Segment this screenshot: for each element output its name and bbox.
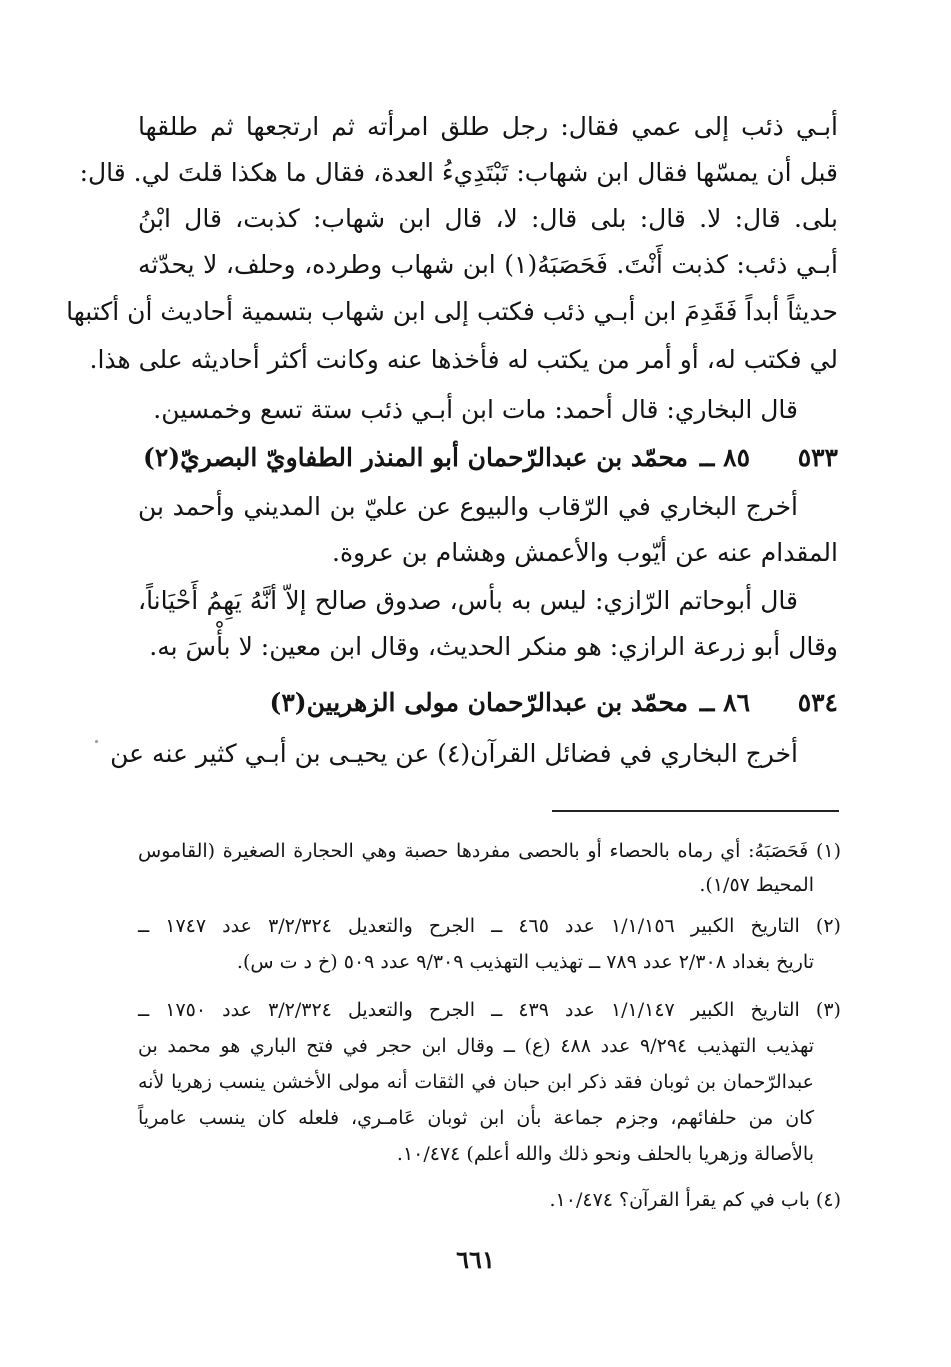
entry-sub-number: ٨٦ ــ — [699, 688, 750, 717]
body-line: أبـي ذئب إلى عمي فقال: رجل طلق امرأته ثم ارتجعها ثم طلقها — [138, 112, 838, 141]
body-line: قال أبوحاتم الرّازي: ليس به بأس، صدوق صالح إلاّ أنَّهُ يَهِمُ أَحْيَاناً، — [138, 586, 798, 615]
body-line: أبـي ذئب: كذبت أَنْتَ. فَحَصَبَهُ(١) ابن شهاب وطرده، وحلف، لا يحدّثه — [138, 250, 838, 279]
body-line: وقال أبو زرعة الرازي: هو منكر الحديث، وقال ابن معين: لا بأْسَ به. — [149, 632, 838, 661]
entry-name: محمّد بن عبدالرّحمان أبو المنذر الطفاويّ البصريّ(٢) — [143, 443, 688, 472]
footnote-line: عبدالرّحمان بن ثوبان فقد ذكر ابن حبان في الثقات أنه مولى الأخشن ينسب زهريا لأنه — [138, 1071, 814, 1093]
footnote-line: (٤) باب في كم يقرأ القرآن؟ ١٠/٤٧٤. — [549, 1189, 841, 1211]
body-line: أخرج البخاري في فضائل القرآن(٤) عن يحيـى بن أبـي كثير عنه عن — [110, 739, 798, 768]
body-line: قبل أن يمسّها فقال ابن شهاب: تَبْتَدِيءُ العدة، فقال ما هكذا قلتَ لي. قال: — [79, 158, 838, 187]
entry-number: ٥٣٤ — [797, 688, 838, 717]
footnote-line: (١) فَحَصَبَهُ: أي رماه بالحصاء أو بالحصى مفردها حصبة وهي الحجارة الصغيرة (القاموس — [138, 840, 841, 862]
speck — [95, 740, 98, 743]
entry-number: ٥٣٣ — [797, 443, 838, 472]
footnote-line: تهذيب التهذيب ٩/٢٩٤ عدد ٤٨٨ (ع) ــ وقال ابن حجر في فتح الباري هو محمد بن — [138, 1035, 814, 1057]
body-line: لي فكتب له، أو أمر من يكتب له فأخذها عنه وكانت أكثر أحاديثه على هذا. — [89, 345, 838, 374]
body-line: أخرج البخاري في الرّقاب والبيوع عن عليّ بن المديني وأحمد بن — [138, 492, 798, 521]
footnote-line: تاريخ بغداد ٢/٣٠٨ عدد ٧٨٩ ــ تهذيب التهذيب ٩/٣٠٩ عدد ٥٠٩ (خ د ت س). — [236, 951, 814, 973]
footnote-line: كان من حلفائهم، وجزم جماعة بأن ابن ثوبان عَامـري، فلعله كان ينسب عامرياً — [138, 1107, 814, 1129]
body-line: حديثاً أبداً فَقَدِمَ ابن أبـي ذئب فكتب إلى ابن شهاب بتسمية أحاديث أن أكتبها — [66, 297, 838, 326]
entry-name: محمّد بن عبدالرّحمان مولى الزهريين(٣) — [269, 688, 688, 717]
footnote-line: المحيط ١/٥٧). — [699, 874, 814, 896]
page-number: ٦٦١ — [456, 1245, 495, 1274]
body-line: قال البخاري: قال أحمد: مات ابن أبـي ذئب ستة تسع وخمسين. — [153, 395, 798, 424]
body-line: المقدام عنه عن أيّوب والأعمش وهشام بن عروة. — [332, 538, 838, 567]
footnote-divider — [552, 810, 839, 812]
footnote-line: (٢) التاريخ الكبير ١/١/١٥٦ عدد ٤٦٥ ــ الجرح والتعديل ٣/٢/٣٢٤ عدد ١٧٤٧ ــ — [138, 915, 841, 937]
entry-sub-number: ٨٥ ــ — [699, 443, 750, 472]
body-line: بلى. قال: لا. قال: بلى قال: لا، قال ابن شهاب: كذبت، قال ابْنُ — [138, 204, 838, 233]
footnote-line: (٣) التاريخ الكبير ١/١/١٤٧ عدد ٤٣٩ ــ الجرح والتعديل ٣/٢/٣٢٤ عدد ١٧٥٠ ــ — [138, 999, 841, 1021]
footnote-line: بالأصالة وزهريا بالحلف ونحو ذلك والله أعلم) ١٠/٤٧٤. — [396, 1143, 814, 1165]
